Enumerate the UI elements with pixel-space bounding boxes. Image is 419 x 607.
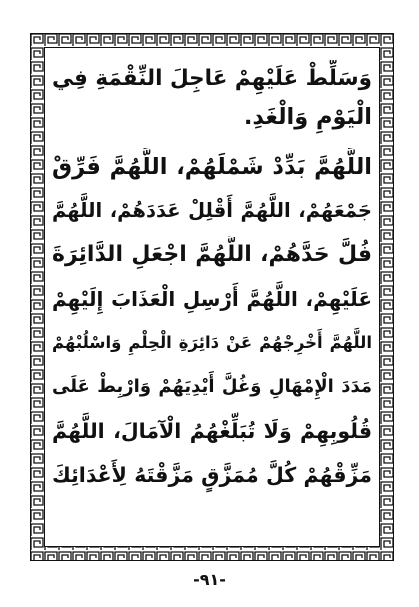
text-line-9: قُلُوبِهِمْ وَلَا تُبَلِّغْهُمُ الْآمَالَ، اللَّهُمَّ [52,419,372,443]
page-number: -٩١- [193,570,226,589]
text-line-4: جَمْعَهُمْ، اللَّهُمَّ أَقْلِلْ عَدَدَهُمْ، اللَّهُمَّ [52,199,372,222]
text-line-7: اللَّهُمَّ أَخْرِجْهُمْ عَنْ دَائِرَةِ الْحِلْمِ وَاسْلُبْهُمْ [52,333,372,352]
text-line-3: اللَّهُمَّ بَدِّدْ شَمْلَهُمْ، اللَّهُمَّ فَرِّقْ [52,154,372,180]
text-line-8: مَدَدَ الْإِمْهَالِ وَغُلَّ أَيْدِيَهُمْ وَارْبِطْ عَلَى [52,376,372,397]
text-line-5: فُلَّ حَدَّهُمْ، اللَّهُمَّ اجْعَلِ الدَّائِرَةَ [52,242,372,267]
text-line-10: مَزِّقْهُمْ كُلَّ مُمَزَّقٍ مَزَّقْتَهُ لِأَعْدَائِكَ [52,463,372,487]
text-line-2: الْيَوْمِ وَالْغَدِ. [243,104,372,130]
text-line-1: وَسَلِّطْ عَلَيْهِمْ عَاجِلَ النِّقْمَةِ فِي [52,66,372,91]
text-line-6: عَلَيْهِمْ، اللَّهُمَّ أَرْسِلِ الْعَذَابَ إِلَيْهِمْ [52,287,372,311]
prayer-text [52,60,372,540]
